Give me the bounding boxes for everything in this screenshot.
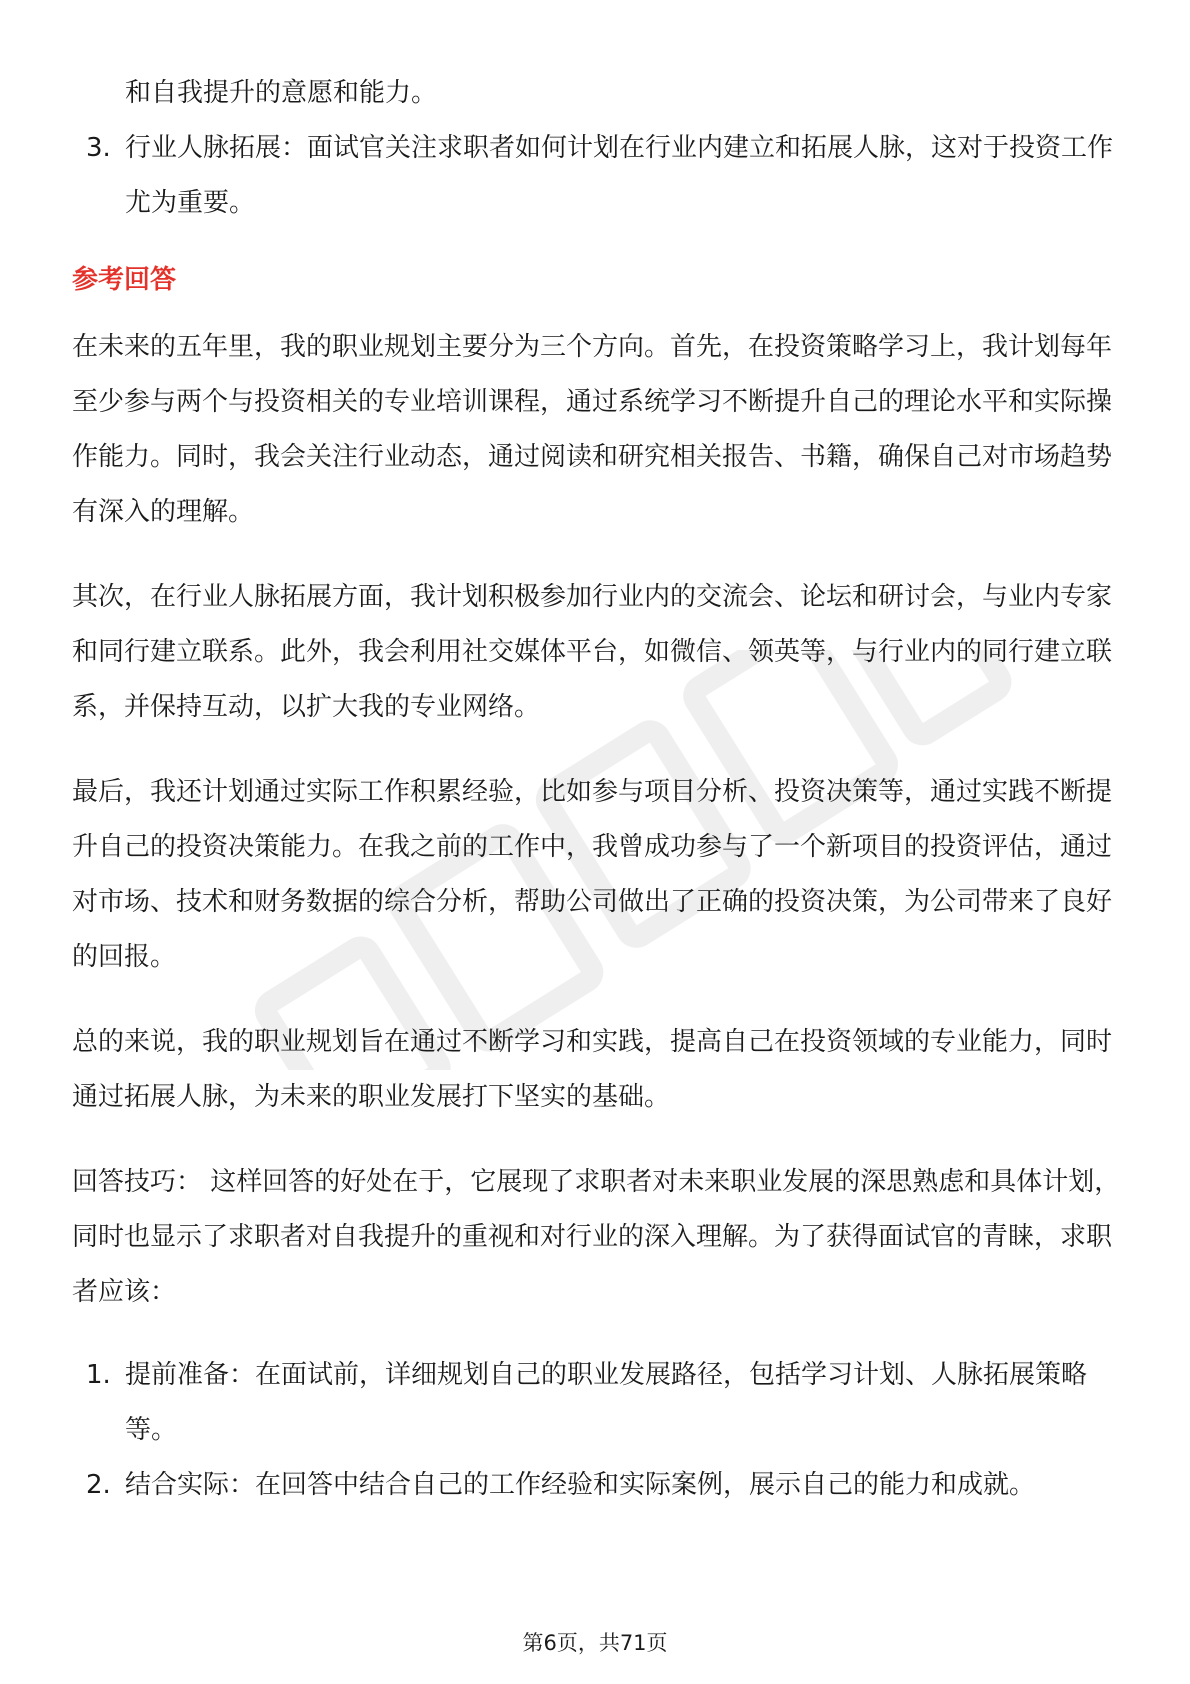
answer-paragraph: 最后，我还计划通过实际工作积累经验，比如参与项目分析、投资决策等，通过实践不断提升自己的投资决策能力。在我之前的工作中，我曾成功参与了一个新项目的投资评估，通过对市场、技术和财务数据的综合分析，帮助公司做出了正确的投资决策，为公司带来了良好的回报。 xyxy=(72,777,1113,972)
list-text: 提前准备：在面试前，详细规划自己的职业发展路径，包括学习计划、人脉拓展策略等。 xyxy=(125,1360,1088,1445)
tips-list xyxy=(72,1348,1122,1513)
section-heading: 参考回答 xyxy=(72,265,177,295)
answer-paragraph: 其次，在行业人脉拓展方面，我计划积极参加行业内的交流会、论坛和研讨会，与业内专家和同行建立联系。此外，我会利用社交媒体平台，如微信、领英等，与行业内的同行建立联系，并保持互动，以扩大我的专业网络。 xyxy=(72,582,1113,722)
list-number: 3. xyxy=(86,133,111,163)
answer-paragraph: 总的来说，我的职业规划旨在通过不断学习和实践，提高自己在投资领域的专业能力，同时通过拓展人脉，为未来的职业发展打下坚实的基础。 xyxy=(72,1027,1113,1112)
answer-paragraph: 在未来的五年里，我的职业规划主要分为三个方向。首先，在投资策略学习上，我计划每年至少参与两个与投资相关的专业培训课程，通过系统学习不断提升自己的理论水平和实际操作能力。同时，我会关注行业动态，通过阅读和研究相关报告、书籍，确保自己对市场趋势有深入的理解。 xyxy=(72,332,1113,527)
list-number: 2. xyxy=(86,1470,111,1500)
list-number: 1. xyxy=(86,1360,111,1390)
list-text: 行业人脉拓展：面试官关注求职者如何计划在行业内建立和拓展人脉，这对于投资工作尤为重要。 xyxy=(125,133,1114,218)
list-item-continuation: 和自我提升的意愿和能力。 xyxy=(125,78,438,108)
list-item xyxy=(72,1458,1122,1513)
list-item xyxy=(72,121,1122,231)
top-list xyxy=(72,66,1122,231)
main-content xyxy=(72,66,1122,1513)
list-item xyxy=(72,1348,1122,1458)
list-text: 结合实际：在回答中结合自己的工作经验和实际案例，展示自己的能力和成就。 xyxy=(125,1470,1036,1500)
page-footer: 第6页，共71页 xyxy=(522,1631,668,1655)
tips-paragraph: 回答技巧： 这样回答的好处在于，它展现了求职者对未来职业发展的深思熟虑和具体计划，同时也显示了求职者对自我提升的重视和对行业的深入理解。为了获得面试官的青睐，求职者应该： xyxy=(72,1167,1121,1307)
